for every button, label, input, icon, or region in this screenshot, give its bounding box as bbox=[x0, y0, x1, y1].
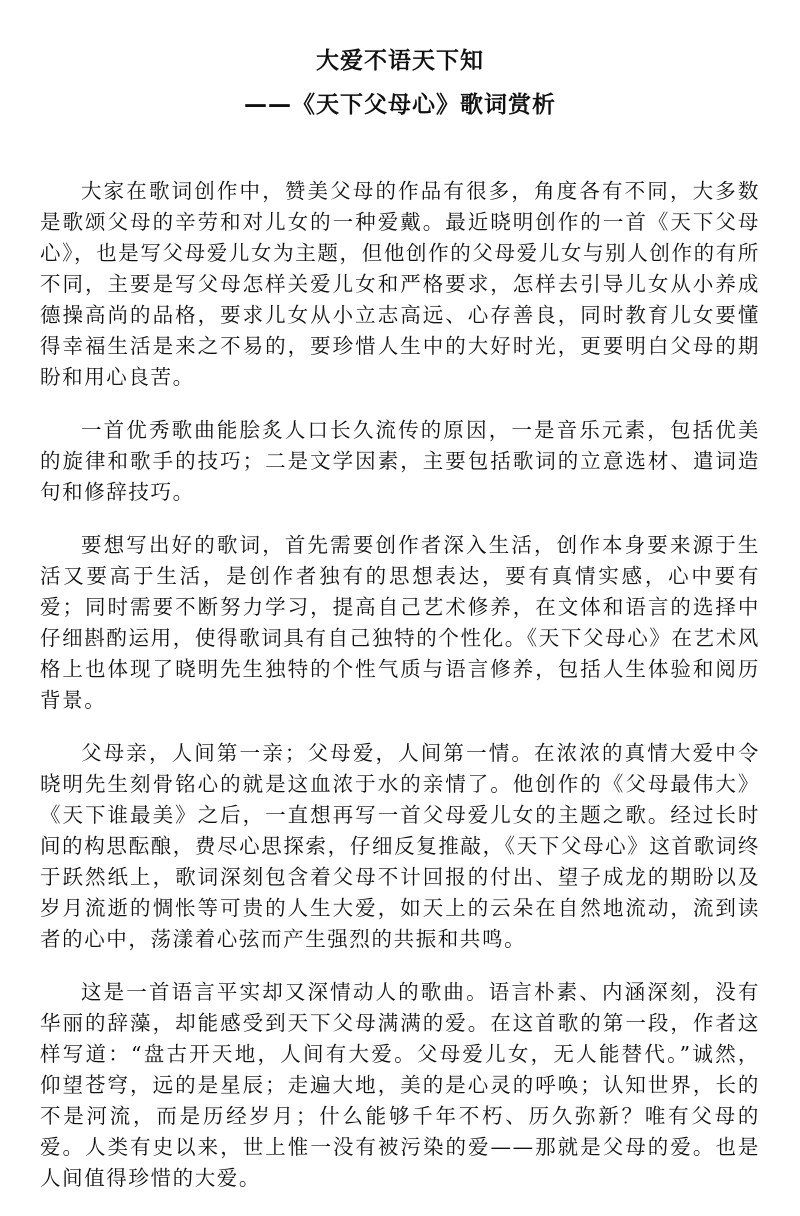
article-body bbox=[40, 176, 760, 1194]
paragraph: 大家在歌词创作中，赞美父母的作品有很多，角度各有不同，大多数是歌颂父母的辛劳和对儿女的一种爱戴。最近晓明创作的一首《天下父母心》，也是写父母爱儿女为主题，但他创作的父母爱儿女与别人创作的有所不同，主要是写父母怎样关爱儿女和严格要求，怎样去引导儿女从小养成德操高尚的品格，要求儿女从小立志高远、心存善良，同时教育儿女要懂得幸福生活是来之不易的，要珍惜人生中的大好时光，更要明白父母的期盼和用心良苦。 bbox=[40, 179, 760, 389]
article-title: 大爱不语天下知 bbox=[316, 48, 484, 74]
paragraph: 这是一首语言平实却又深情动人的歌曲。语言朴素、内涵深刻，没有华丽的辞藻，却能感受到天下父母满满的爱。在这首歌的第一段，作者这样写道：“盘古开天地，人间有大爱。父母爱儿女，无人能替代。”诚然，仰望苍穹，远的是星辰；走遍大地，美的是心灵的呼唤；认知世界，长的不是河流，而是历经岁月；什么能够千年不朽、历久弥新？唯有父母的爱。人类有史以来，世上惟一没有被污染的爱——那就是父母的爱。也是人间值得珍惜的大爱。 bbox=[40, 980, 760, 1190]
paragraph: 一首优秀歌曲能脍炙人口长久流传的原因，一是音乐元素，包括优美的旋律和歌手的技巧；二是文学因素，主要包括歌词的立意选材、遣词造句和修辞技巧。 bbox=[40, 418, 760, 504]
document-page bbox=[40, 44, 760, 1216]
article-subtitle: ——《天下父母心》歌词赏析 bbox=[244, 92, 556, 118]
paragraph: 父母亲，人间第一亲；父母爱，人间第一情。在浓浓的真情大爱中令晓明先生刻骨铭心的就是这血浓于水的亲情了。他创作的《父母最伟大》《天下谁最美》之后，一直想再写一首父母爱儿女的主题之歌。经过长时间的构思酝酿，费尽心思探索，仔细反复推敲，《天下父母心》这首歌词终于跃然纸上，歌词深刻包含着父母不计回报的付出、望子成龙的期盼以及岁月流逝的惆怅等可贵的人生大爱，如天上的云朵在自然地流动，流到读者的心中，荡漾着心弦而产生强烈的共振和共鸣。 bbox=[40, 741, 760, 951]
paragraph: 要想写出好的歌词，首先需要创作者深入生活，创作本身要来源于生活又要高于生活，是创作者独有的思想表达，要有真情实感，心中要有爱；同时需要不断努力学习，提高自己艺术修养，在文体和语言的选择中仔细斟酌运用，使得歌词具有自己独特的个性化。《天下父母心》在艺术风格上也体现了晓明先生独特的个性气质与语言修养，包括人生体验和阅历背景。 bbox=[40, 533, 760, 712]
